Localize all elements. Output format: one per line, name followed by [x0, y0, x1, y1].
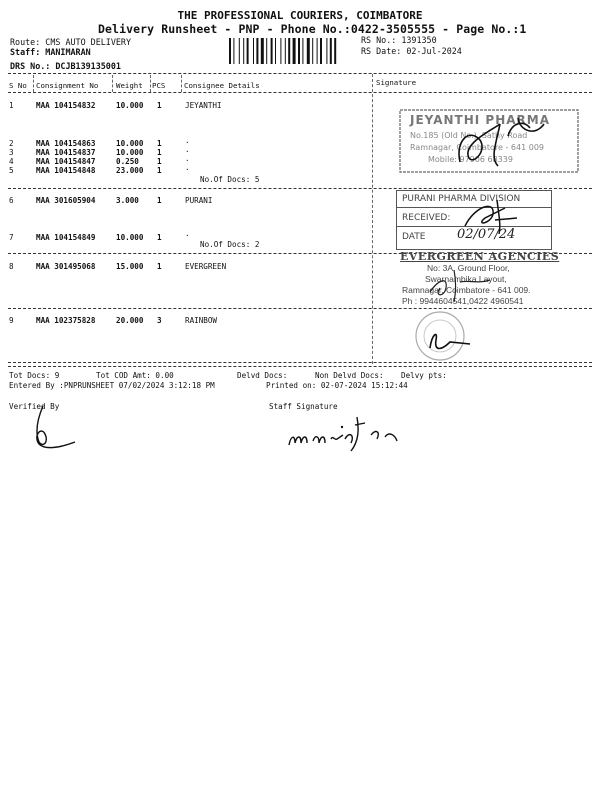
docs-count-note: No.Of Docs: 5 [200, 175, 260, 184]
row-sno: 4 [9, 157, 14, 166]
rs-number: RS No.: 1391350 [361, 35, 437, 45]
row-weight: 10.000 [116, 139, 144, 148]
row-consignee: . [185, 136, 190, 145]
evergreen-stamp-line: Ph : 9944604541,0422 4960541 [402, 296, 524, 306]
row-consignment: MAA 301605904 [36, 196, 96, 205]
col-weight: Weight [116, 81, 143, 90]
staff-signature-label: Staff Signature [269, 402, 338, 411]
row-pcs: 3 [157, 316, 162, 325]
purani-stamp-title: PURANI PHARMA DIVISION [402, 194, 521, 204]
non-delivered-docs: Non Delvd Docs: [315, 371, 384, 380]
row-consignee: . [185, 154, 190, 163]
jeyanthi-stamp-line: No.185 (Old No.), Sathy Road [410, 131, 528, 140]
jeyanthi-stamp-name: JEYANTHI PHARMA [410, 113, 550, 127]
total-docs: Tot Docs: 9 [9, 371, 60, 380]
col-signature: Signature [376, 78, 417, 87]
purani-stamp-received: RECEIVED: [402, 213, 451, 223]
evergreen-stamp-name: EVERGREEN AGENCIES [400, 250, 560, 263]
row-weight: 3.000 [116, 196, 139, 205]
row-consignment: MAA 102375828 [36, 316, 96, 325]
row-sno: 7 [9, 233, 14, 242]
total-cod-amount: Tot COD Amt: 0.00 [96, 371, 174, 380]
row-weight: 10.000 [116, 148, 144, 157]
row-consignment: MAA 104154849 [36, 233, 96, 242]
row-consignee: . [185, 163, 190, 172]
delivery-points: Delvy pts: [401, 371, 447, 380]
row-weight: 23.000 [116, 166, 144, 175]
row-sno: 5 [9, 166, 14, 175]
col-consignee: Consignee Details [184, 81, 260, 90]
row-pcs: 1 [157, 139, 162, 148]
rainbow-round-stamp [400, 308, 480, 364]
row-consignment: MAA 104154837 [36, 148, 96, 157]
drs-number: DRS No.: DCJB139135001 [10, 61, 121, 71]
row-weight: 10.000 [116, 101, 144, 110]
row-sno: 6 [9, 196, 14, 205]
verifier-signature [25, 402, 85, 452]
evergreen-stamp-line: No: 3A, Ground Floor, [427, 263, 510, 273]
company-title: THE PROFESSIONAL COURIERS, COIMBATORE [177, 9, 423, 22]
purani-stamp-date-label: DATE [402, 232, 426, 242]
row-consignee: . [185, 145, 190, 154]
row-consignment: MAA 104154832 [36, 101, 96, 110]
row-pcs: 1 [157, 196, 162, 205]
entered-by: Entered By :PNPRUNSHEET 07/02/2024 3:12:18 PM [9, 381, 215, 390]
col-consignment: Consignment No [36, 81, 99, 90]
row-weight: 20.000 [116, 316, 144, 325]
row-pcs: 1 [157, 233, 162, 242]
jeyanthi-stamp-line: Mobile: 97906 68339 [428, 155, 513, 164]
row-consignment: MAA 104154863 [36, 139, 96, 148]
row-consignee: EVERGREEN [185, 262, 227, 271]
row-consignee: PURANI [185, 196, 213, 205]
rs-date: RS Date: 02-Jul-2024 [361, 46, 462, 56]
delivered-docs: Delvd Docs: [237, 371, 288, 380]
col-sno: S No [9, 81, 27, 90]
runsheet-title: Delivery Runsheet - PNP - Phone No.:0422-3505555 - Page No.:1 [98, 22, 527, 36]
purani-stamp-date: 02/07/24 [457, 227, 516, 242]
row-consignment: MAA 104154848 [36, 166, 96, 175]
row-weight: 0.250 [116, 157, 139, 166]
staff-signature [285, 405, 415, 455]
row-pcs: 1 [157, 101, 162, 110]
jeyanthi-signature [440, 110, 550, 180]
row-weight: 10.000 [116, 233, 144, 242]
row-consignment: MAA 104154847 [36, 157, 96, 166]
jeyanthi-stamp-line: Ramnagar, Coimbatore - 641 009 [410, 143, 545, 152]
route: Route: CMS AUTO DELIVERY [10, 37, 132, 47]
row-consignment: MAA 301495068 [36, 262, 96, 271]
row-consignee: JEYANTHI [185, 101, 222, 110]
row-sno: 3 [9, 148, 14, 157]
row-sno: 1 [9, 101, 14, 110]
row-consignee: . [185, 229, 190, 238]
row-sno: 9 [9, 316, 14, 325]
purani-signature [455, 196, 525, 236]
row-consignee: RAINBOW [185, 316, 218, 325]
row-pcs: 1 [157, 262, 162, 271]
docs-count-note: No.Of Docs: 2 [200, 240, 260, 249]
row-pcs: 1 [157, 166, 162, 175]
verified-by-label: Verified By [9, 402, 60, 411]
row-sno: 8 [9, 262, 14, 271]
evergreen-stamp-line: Swarnambika Layout, [425, 274, 507, 284]
row-pcs: 1 [157, 148, 162, 157]
row-sno: 2 [9, 139, 14, 148]
row-weight: 15.000 [116, 262, 144, 271]
barcode [229, 38, 357, 64]
col-pcs: PCS [152, 81, 166, 90]
staff: Staff: MANIMARAN [10, 47, 91, 57]
row-pcs: 1 [157, 157, 162, 166]
evergreen-signature [420, 262, 500, 304]
evergreen-stamp-line: Ramnagar, Coimbatore - 641 009. [402, 285, 531, 295]
printed-on: Printed on: 02-07-2024 15:12:44 [266, 381, 408, 390]
